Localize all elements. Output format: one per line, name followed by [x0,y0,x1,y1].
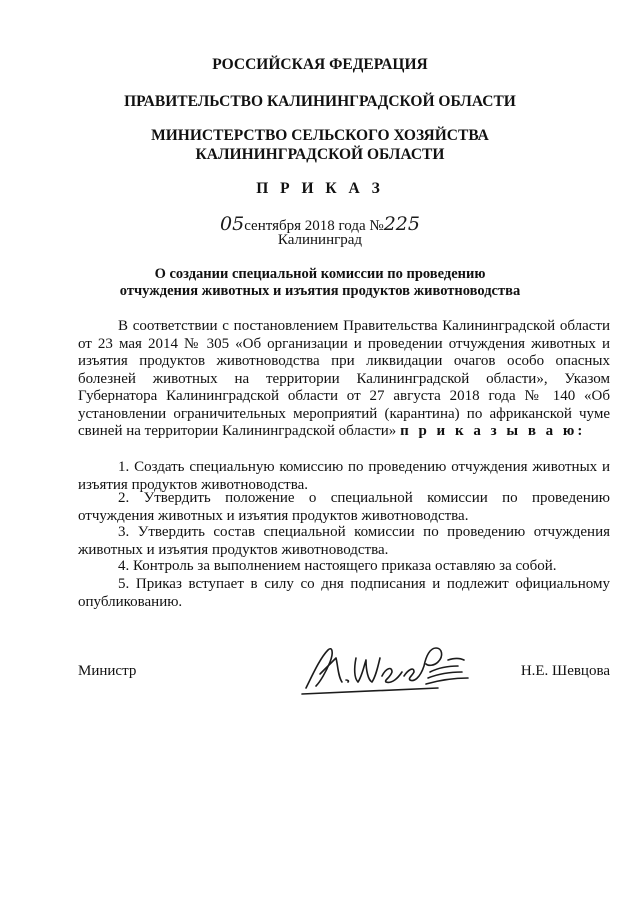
ministry-heading-line1: МИНИСТЕРСТВО СЕЛЬСКОГО ХОЗЯЙСТВА [151,127,489,144]
order-item-2: 2. Утвердить положение о специальной комиссии по проведению отчуждения животных и изъятия продуктов животноводства. [78,490,610,524]
subject-line2: отчуждения животных и изъятия продуктов животноводства [119,283,521,299]
order-item-5: 5. Приказ вступает в силу со дня подписания и подлежит официальному опубликованию. [78,576,610,610]
order-item-4: 4. Контроль за выполнением настоящего приказа оставляю за собой. [118,558,557,574]
government-heading: ПРАВИТЕЛЬСТВО КАЛИНИНГРАДСКОЙ ОБЛАСТИ [124,93,516,110]
city-name: Калининград [277,232,363,248]
document-type: П Р И К А З [256,180,384,197]
handwritten-day: 05 [220,213,245,235]
ministry-heading-line2: КАЛИНИНГРАДСКОЙ ОБЛАСТИ [195,146,445,163]
date-text: сентября 2018 года № [244,218,384,234]
country-heading: РОССИЙСКАЯ ФЕДЕРАЦИЯ [212,56,428,73]
signatory-name: Н.Е. Шевцова [520,663,610,679]
handwritten-number: 225 [383,213,420,235]
preamble-paragraph [78,318,610,441]
handwritten-signature [298,636,478,698]
order-item-1: 1. Создать специальную комиссию по проведению отчуждения животных и изъятия продуктов животноводства. [78,459,610,493]
order-word: п р и к а з ы в а ю: [400,423,586,439]
subject-line1: О создании специальной комиссии по проведению [154,266,486,282]
signatory-title: Министр [78,663,137,679]
order-item-3: 3. Утвердить состав специальной комиссии по проведению отчуждения животных и изъятия продуктов животноводства. [78,524,610,558]
preamble-text: В соответствии с постановлением Правительства Калининградской области от 23 мая 2014 № 305 «Об организации и проведении отчуждения животных и изъятия продуктов животноводства при ликвидации очагов особо опасных болезней животных на территории Калининградской области», Указом Губернатора Калининградской области от 27 августа 2018 года № 140 «Об установлении ограничительных мероприятий (карантина) по африканской чуме свиней на территории Калининградской области» [78,318,610,439]
